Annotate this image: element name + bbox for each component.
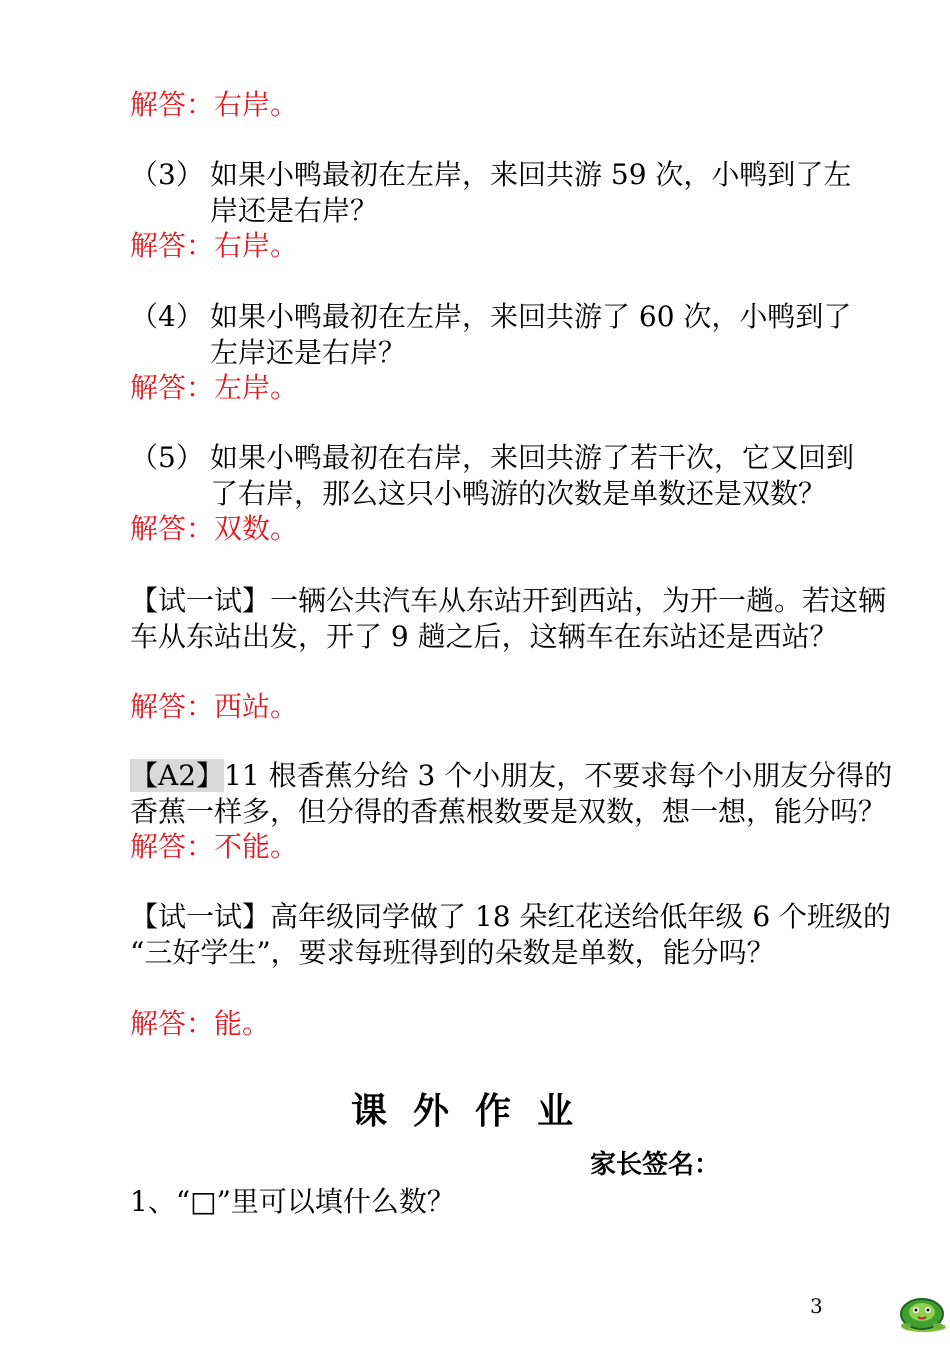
answer-try-1: 解答：西站。	[130, 690, 299, 723]
problem-A2-text: 11 根香蕉分给 3 个小朋友，不要求每个小朋友分得的	[224, 759, 893, 792]
page-number: 3	[810, 1294, 823, 1318]
question-4-number: （4）	[130, 300, 204, 333]
problem-A2-line-2: 香蕉一样多，但分得的香蕉根数要是双数，想一想，能分吗？	[130, 795, 887, 828]
homework-title: 课外作业	[350, 1091, 599, 1132]
question-3-line-1: 如果小鸭最初在左岸，来回共游 59 次，小鸭到了左	[210, 158, 852, 191]
homework-question-1: 1、“□”里可以填什么数？	[130, 1185, 455, 1218]
try-1-line-2: 车从东站出发，开了 9 趟之后，这辆车在东站还是西站？	[130, 620, 838, 653]
question-5-line-2: 了右岸，那么这只小鸭游的次数是单数还是双数？	[210, 477, 827, 510]
question-5-line-1: 如果小鸭最初在右岸，来回共游了若干次，它又回到	[210, 441, 855, 474]
question-4-line-2: 左岸还是右岸？	[210, 336, 407, 369]
question-5-number: （5）	[130, 441, 204, 474]
answer-q2: 解答：右岸。	[130, 88, 299, 121]
try-2-line-2: “三好学生”，要求每班得到的朵数是单数，能分吗？	[130, 936, 775, 969]
problem-A2-line-1	[130, 758, 892, 794]
question-4-line-1: 如果小鸭最初在左岸，来回共游了 60 次，小鸭到了	[210, 300, 852, 333]
try-1-line-1: 【试一试】一辆公共汽车从东站开到西站，为开一趟。若这辆	[130, 584, 887, 617]
answer-q4: 解答：左岸。	[130, 371, 299, 404]
question-3-line-2: 岸还是右岸？	[210, 194, 379, 227]
try-2-line-1: 【试一试】高年级同学做了 18 朵红花送给低年级 6 个班级的	[130, 900, 892, 933]
parent-signature-label: 家长签名：	[590, 1150, 721, 1180]
answer-q3: 解答：右岸。	[130, 229, 299, 262]
answer-A2: 解答：不能。	[130, 830, 299, 863]
answer-q5: 解答：双数。	[130, 512, 299, 545]
turtle-icon	[898, 1286, 950, 1334]
question-3-number: （3）	[130, 158, 204, 191]
problem-A2-tag: 【A2】	[130, 759, 225, 792]
answer-try-2: 解答：能。	[130, 1007, 271, 1040]
